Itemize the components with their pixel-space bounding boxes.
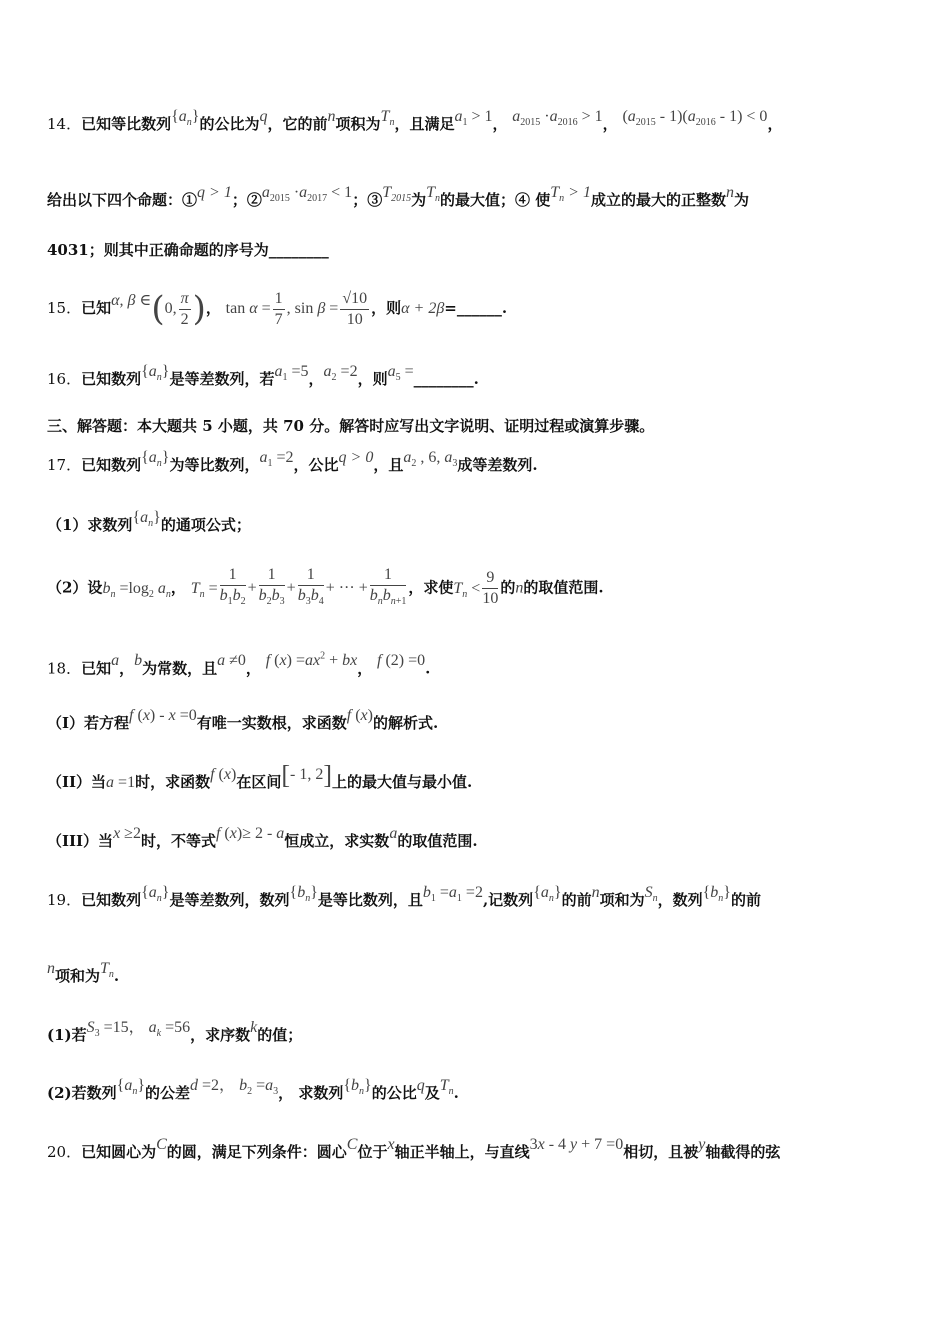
math-n-2: n bbox=[725, 184, 734, 201]
math-alpha-2beta: α + 2β bbox=[401, 300, 445, 317]
math-seq-an: $\{a_n\}$ bbox=[171, 108, 200, 129]
math-q-gt-0: q > 0 bbox=[338, 449, 374, 466]
math-d-b2: d =2， $b_2 =a_3$ bbox=[190, 1077, 279, 1098]
problem-14-line-1: 14．已知等比数列$\{a_n\}$的公比为q，它的前n项积为$T_n$，且满足$a_1 > 1$， $a_{2015} \cdot a_{2016} > 1$， $(a_{2015} - 1)(a_{2016} - 1) < 0$， bbox=[47, 108, 783, 133]
problem-19-part-2: (2)若数列$\{a_n\}$的公差d =2， $b_2 =a_3$， 求数列$\{b_n\}$的公比q及$T_n$. bbox=[47, 1077, 459, 1102]
math-fx-def: f $(x) =ax^2$ + bx bbox=[265, 651, 358, 670]
math-tan-sin: tan α = bbox=[225, 300, 271, 317]
math-f2-eq-0: f (2) =0 bbox=[377, 652, 426, 670]
problem-18-part-1: （I）若方程f (x) - x =0有唯一实数根，求函数f (x)的解析式. bbox=[47, 707, 439, 732]
math-a1-eq-2: $a_1 =2$ bbox=[259, 449, 294, 470]
math-a5: $a_5$ = bbox=[387, 363, 414, 384]
problem-19: 19．已知数列$\{a_n\}$是等差数列，数列$\{b_n\}$是等比数列，且$b_1 =a_1 =2$,记数列$\{a_n\}$的前n项和为$S_n$，数列$\{b_n\}$的前 bbox=[47, 884, 761, 909]
problem-17: 17．已知数列$\{a_n\}$为等比数列，$a_1 =2$，公比q > 0，且$a_2$ , 6, $a_3$成等差数列. bbox=[47, 449, 538, 474]
section-heading: 三、解答题：本大题共 5 小题，共 70 分。解答时应写出文字说明、证明过程或演算步骤。 bbox=[47, 417, 655, 435]
math-cond1: $a_1 > 1$ bbox=[454, 108, 493, 129]
math-Tn-gt-1: $T_n > 1$ bbox=[550, 184, 591, 205]
problem-20: 20．已知圆心为C的圆，满足下列条件：圆心C位于x轴正半轴上，与直线3x - 4 y + 7 =0相切，且被y轴截得的弦 bbox=[47, 1136, 781, 1161]
math-T2015: $T_{2015}$ bbox=[382, 184, 412, 205]
math-a-ne-0: a ≠0 bbox=[217, 652, 246, 670]
problem-17-part-2: （2）设$b_n =\log_2$ $a_n$， $T_n$ = $\frac{1}{b_1b_2}$ + $\frac{1}{b_2b_3}$ + $\frac{1}{b_3b_4}$ + ··· + $\frac{1}{b_nb_{n+1}}$ ，求使$T_n$ < $\frac{9}{10}$ 的n的取值范围. bbox=[47, 566, 604, 608]
math-q-gt-1: q > 1 bbox=[197, 184, 232, 201]
math-a1-eq-5: $a_1 =5$ bbox=[274, 363, 309, 384]
problem-15: 15．已知α, β ∈(0, $\frac{\pi}{2}$ )， tan α = $\frac{1}{7}$ , sin β = $\frac{√10}{10}$ ，则α + 2β=______. bbox=[47, 289, 508, 329]
math-Tn-lt: $T_n$ < bbox=[453, 579, 481, 600]
problem-18: 18．已知a，b为常数，且a ≠0， f $(x) =ax^2$ + bx， f (2) =0. bbox=[47, 651, 431, 678]
math-alpha-beta: α, β ∈ bbox=[111, 292, 152, 309]
problem-18-part-3: （III）当x ≥2时，不等式f (x)≥ 2 - a恒成立，求实数a的取值范围. bbox=[47, 825, 478, 850]
math-n: n bbox=[327, 108, 336, 125]
math-S3-ak: $S_3 =15$， $a_k =56$ bbox=[86, 1019, 191, 1040]
math-x-ge-2: x ≥2 bbox=[113, 825, 141, 842]
problem-17-part-1: （1）求数列$\{a_n\}$的通项公式； bbox=[47, 509, 251, 534]
problem-14-line-3: 4031；则其中正确命题的序号为________ bbox=[47, 241, 329, 259]
problem-18-part-2: （II）当a =1时，求函数f (x)在区间[- 1, 2]上的最大值与最小值. bbox=[47, 760, 473, 791]
math-prop2: $a_{2015} \cdot a_{2017} < 1$ bbox=[261, 184, 353, 205]
math-b1-a1-2: $b_1 =a_1 =2$ bbox=[422, 884, 483, 905]
math-fx-minus-x: f (x) - x =0 bbox=[129, 707, 197, 724]
math-Tn: $T_n$ bbox=[380, 108, 395, 129]
math-cond3: $(a_{2015} - 1)(a_{2016} - 1) < 0$ bbox=[622, 108, 768, 129]
math-bn-log: $b_n =\log_2$ $a_n$ bbox=[102, 579, 171, 600]
math-cond2: $a_{2015} \cdot a_{2016} > 1$ bbox=[512, 108, 603, 129]
math-Tn-2: $T_n$ bbox=[426, 184, 441, 205]
math-a2-6-a3: $a_2$ , 6, $a_3$ bbox=[403, 449, 458, 470]
problem-14-line-2: 给出以下四个命题：①q > 1；$②a_{2015} \cdot a_{2017} < 1$；$③T_{2015}$为$T_n$的最大值；④ 使$T_n > 1$成立的最大的正整数n为 bbox=[47, 184, 749, 209]
math-interval: [- 1, 2] bbox=[281, 760, 332, 790]
math-a-eq-1: a =1 bbox=[106, 774, 136, 791]
math-Tn-sum: $T_n$ = bbox=[190, 579, 218, 600]
math-line-eq: 3x - 4 y + 7 =0 bbox=[529, 1136, 624, 1153]
problem-19-line-2: n项和为$T_n$. bbox=[47, 960, 120, 985]
problem-16: 16．已知数列$\{a_n\}$是等差数列，若$a_1 =5$，$a_2 =2$，则$a_5$ =________. bbox=[47, 363, 479, 388]
math-ineq: f (x)≥ 2 - a bbox=[215, 825, 285, 842]
math-a2-eq-2: $a_2 =2$ bbox=[323, 363, 358, 384]
math-pi-over-2: $\frac{\pi}{2}$ bbox=[180, 289, 189, 328]
problem-19-part-1: (1)若$S_3 =15$， $a_k =56$，求序数k的值； bbox=[47, 1019, 303, 1044]
math-q: q bbox=[259, 108, 268, 125]
